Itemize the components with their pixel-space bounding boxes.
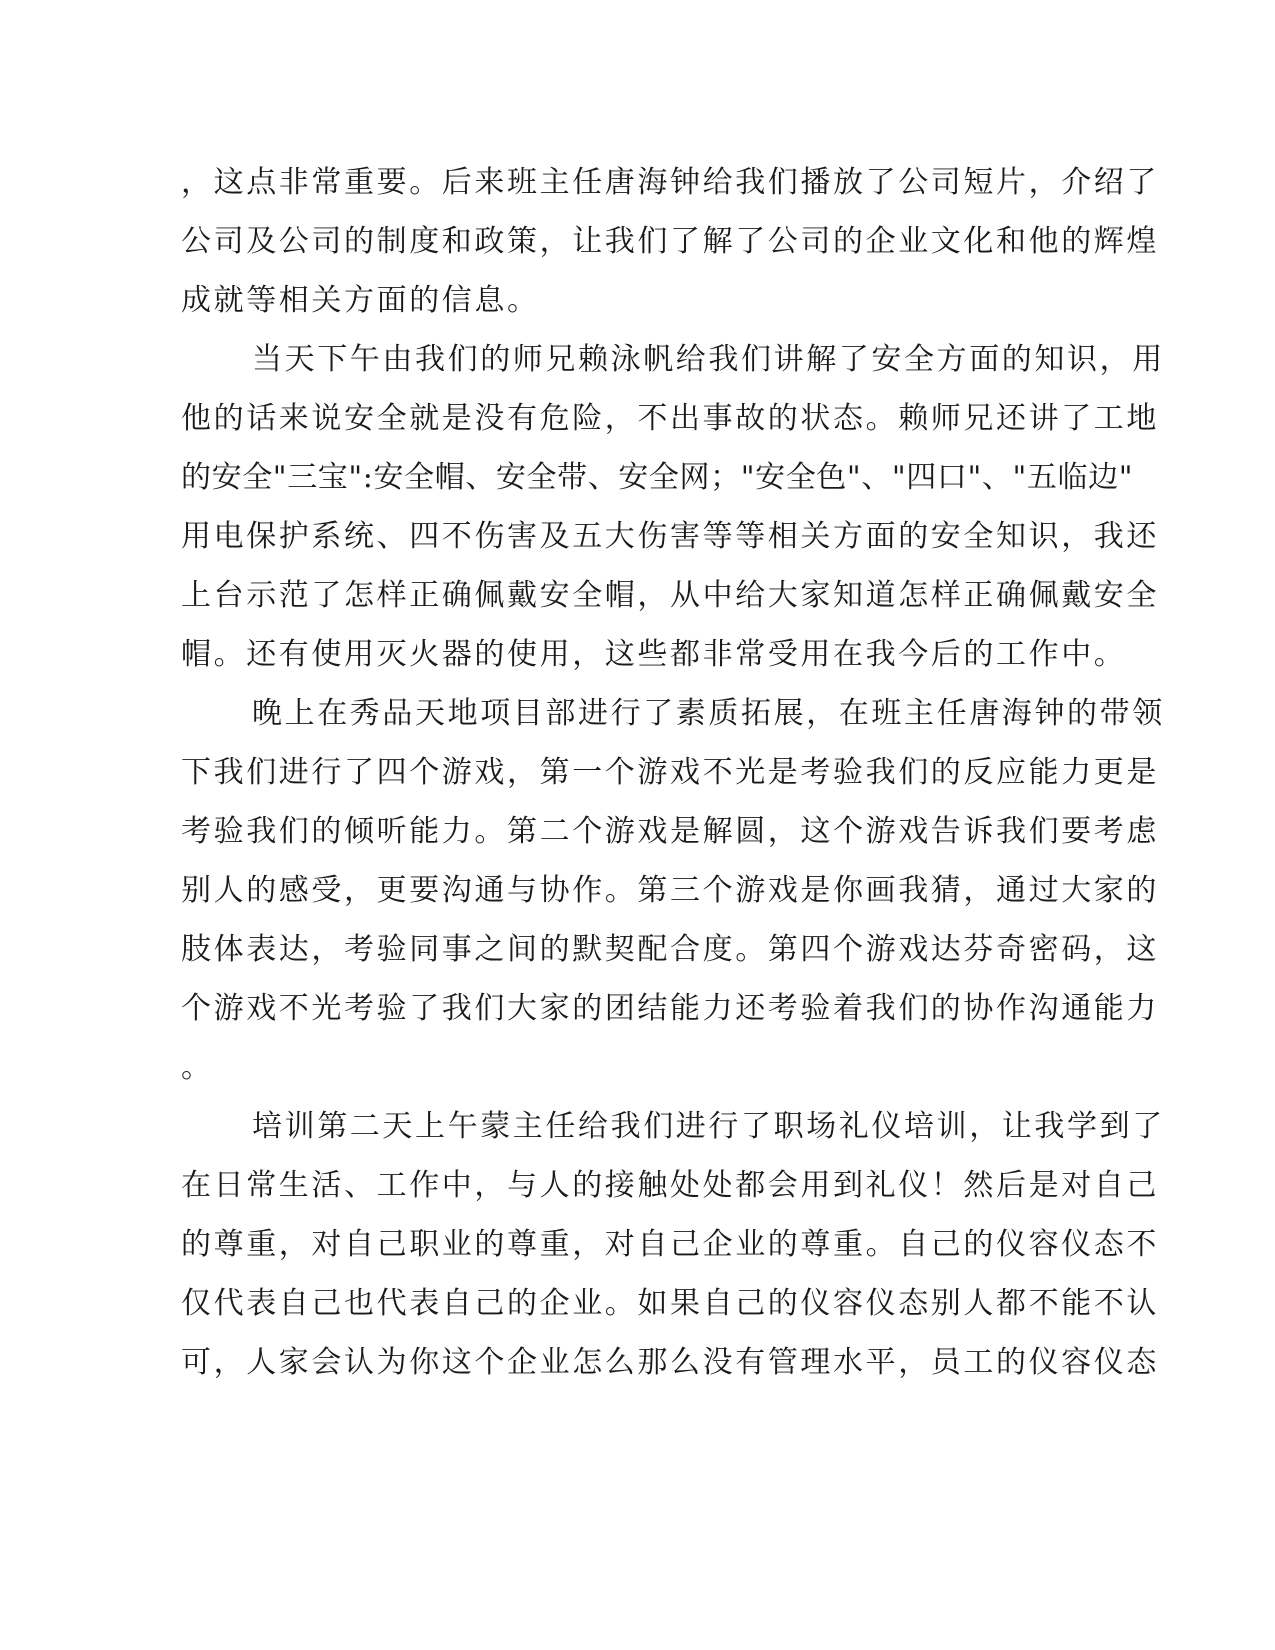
text-line: 的尊重，对自己职业的尊重，对自己企业的尊重。自己的仪容仪态不 bbox=[181, 1227, 1159, 1262]
text-line: 仅代表自己也代表自己的企业。如果自己的仪容仪态别人都不能不认 bbox=[181, 1286, 1159, 1321]
text-line: 别人的感受，更要沟通与协作。第三个游戏是你画我猜，通过大家的 bbox=[181, 873, 1159, 908]
text-line: 公司及公司的制度和政策，让我们了解了公司的企业文化和他的辉煌 bbox=[181, 224, 1159, 259]
text-line: 当天下午由我们的师兄赖泳帆给我们讲解了安全方面的知识，用 bbox=[252, 342, 1165, 377]
text-line: 个游戏不光考验了我们大家的团结能力还考验着我们的协作沟通能力 bbox=[181, 991, 1159, 1026]
text-line: 晚上在秀品天地项目部进行了素质拓展，在班主任唐海钟的带领 bbox=[252, 696, 1165, 731]
text-line: 。 bbox=[181, 1050, 214, 1085]
text-line: 培训第二天上午蒙主任给我们进行了职场礼仪培训，让我学到了 bbox=[252, 1109, 1165, 1144]
text-line: 考验我们的倾听能力。第二个游戏是解圆，这个游戏告诉我们要考虑 bbox=[181, 814, 1159, 849]
text-line: 成就等相关方面的信息。 bbox=[181, 283, 540, 318]
text-line: 的安全"三宝":安全帽、安全带、安全网；"安全色"、"四口"、"五临边" bbox=[181, 460, 1134, 495]
text-line: 肢体表达，考验同事之间的默契配合度。第四个游戏达芬奇密码，这 bbox=[181, 932, 1159, 967]
text-line: 可，人家会认为你这个企业怎么那么没有管理水平，员工的仪容仪态 bbox=[181, 1345, 1159, 1380]
text-line: 上台示范了怎样正确佩戴安全帽，从中给大家知道怎样正确佩戴安全 bbox=[181, 578, 1159, 613]
text-line: 帽。还有使用灭火器的使用，这些都非常受用在我今后的工作中。 bbox=[181, 637, 1127, 672]
text-line: 用电保护系统、四不伤害及五大伤害等等相关方面的安全知识，我还 bbox=[181, 519, 1159, 554]
text-line: ，这点非常重要。后来班主任唐海钟给我们播放了公司短片，介绍了 bbox=[181, 165, 1159, 200]
text-line: 下我们进行了四个游戏，第一个游戏不光是考验我们的反应能力更是 bbox=[181, 755, 1159, 790]
text-line: 他的话来说安全就是没有危险，不出事故的状态。赖师兄还讲了工地 bbox=[181, 401, 1159, 436]
text-line: 在日常生活、工作中，与人的接触处处都会用到礼仪！然后是对自己 bbox=[181, 1168, 1159, 1203]
